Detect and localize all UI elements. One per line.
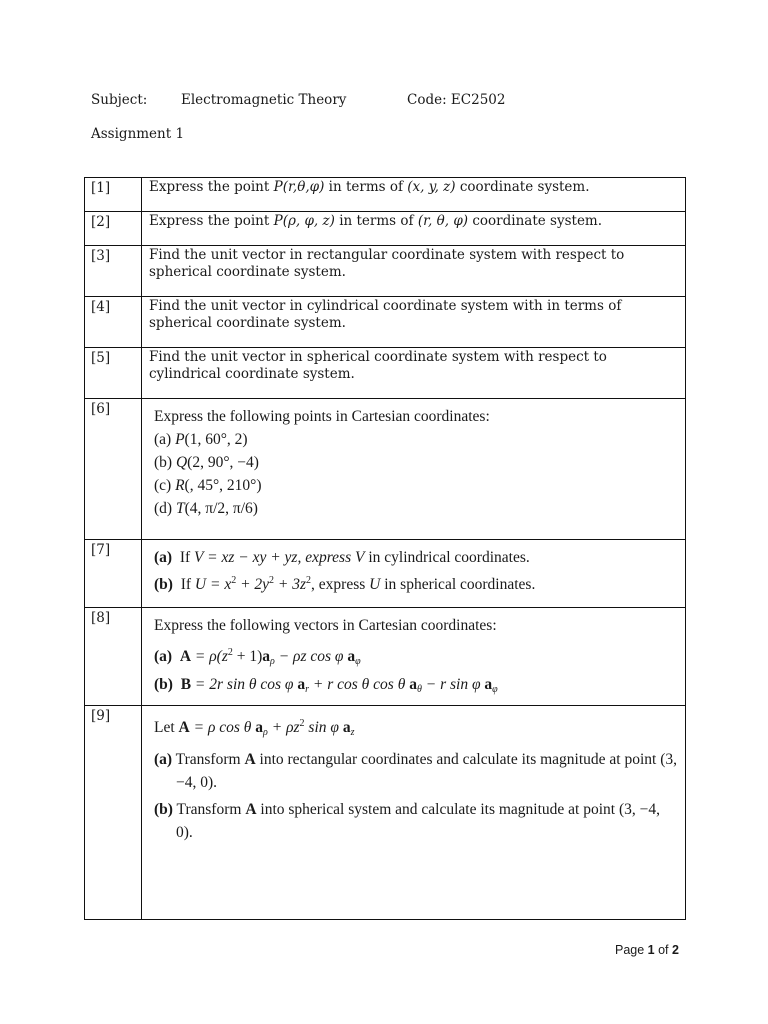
unit-vector-subscript: ρ bbox=[270, 656, 275, 667]
point-name: Q bbox=[175, 454, 188, 471]
vector-name: A bbox=[178, 719, 190, 736]
text-part: Transform bbox=[172, 751, 245, 768]
unit-vector: a bbox=[342, 719, 351, 736]
sub-question-a bbox=[154, 748, 677, 794]
vector-name: A bbox=[179, 648, 192, 665]
math-point: P(r,θ,φ) bbox=[273, 179, 325, 195]
question-text: Find the unit vector in rectangular coordinate system with respect to spherical coordinate system. bbox=[142, 246, 686, 297]
question-row-7 bbox=[85, 540, 686, 608]
of-word: of bbox=[654, 943, 672, 957]
text-part: into rectangular coordinates and calculate its magnitude at point (3, −4, 0). bbox=[176, 751, 678, 791]
exponent: 2 bbox=[227, 647, 233, 658]
item-label: (a) bbox=[154, 431, 176, 448]
unit-vector: a bbox=[409, 676, 417, 693]
item-label: (a) bbox=[154, 648, 173, 665]
point-coords: (1, 60°, 2) bbox=[184, 431, 248, 448]
sub-question-b bbox=[154, 798, 677, 844]
question-number: [5] bbox=[85, 348, 142, 399]
question-intro: Express the following vectors in Cartesian coordinates: bbox=[154, 617, 497, 634]
unit-vector: a bbox=[347, 648, 356, 665]
question-intro bbox=[154, 712, 677, 744]
item-label: (b) bbox=[154, 801, 173, 818]
math-system: (x, y, z) bbox=[407, 179, 456, 195]
exponent: 2 bbox=[306, 575, 312, 586]
question-row-9 bbox=[85, 706, 686, 920]
text-part: into spherical system and calculate its magnitude at point (3, −4, 0). bbox=[176, 801, 660, 841]
question-number: [8] bbox=[85, 608, 142, 706]
question-row-1 bbox=[85, 178, 686, 212]
text-part: Transform bbox=[172, 801, 246, 818]
unit-vector: a bbox=[484, 676, 493, 693]
question-text: Find the unit vector in spherical coordinate system with respect to cylindrical coordinate system. bbox=[142, 348, 686, 399]
subject-label: Subject: bbox=[91, 92, 148, 108]
question-row-4 bbox=[85, 297, 686, 348]
question-text bbox=[142, 608, 686, 706]
item-label: (d) bbox=[154, 500, 176, 517]
math-expr: = 2r sin θ cos φ bbox=[191, 676, 298, 693]
point-name: T bbox=[175, 500, 185, 517]
vector-name: B bbox=[180, 676, 192, 693]
sub-question-a bbox=[154, 641, 677, 673]
unit-vector: a bbox=[255, 719, 264, 736]
exponent: 2 bbox=[299, 718, 305, 729]
math-expr: sin φ bbox=[304, 719, 343, 736]
question-text bbox=[142, 399, 686, 540]
math-expr: = xz − xy + yz, express bbox=[203, 549, 355, 566]
page-word: Page bbox=[615, 943, 648, 957]
item-label: (b) bbox=[154, 676, 173, 693]
sub-question-b bbox=[154, 673, 677, 701]
question-number: [1] bbox=[85, 178, 142, 212]
unit-vector: a bbox=[297, 676, 306, 693]
unit-vector-subscript: φ bbox=[355, 656, 361, 667]
text-part: coordinate system. bbox=[468, 213, 603, 229]
math-var: U bbox=[194, 576, 207, 593]
text-part: in cylindrical coordinates. bbox=[364, 549, 530, 566]
exponent: 2 bbox=[231, 575, 237, 586]
question-number: [7] bbox=[85, 540, 142, 608]
point-item bbox=[154, 451, 677, 474]
unit-vector-subscript: ρ bbox=[263, 727, 268, 738]
vector-name: A bbox=[244, 751, 256, 768]
question-text bbox=[142, 178, 686, 212]
text-part: If bbox=[179, 549, 191, 566]
point-item bbox=[154, 428, 677, 451]
point-name: R bbox=[175, 477, 185, 494]
vector-name: A bbox=[245, 801, 257, 818]
math-system: (r, θ, φ) bbox=[417, 213, 469, 229]
unit-vector-subscript: θ bbox=[416, 684, 422, 695]
point-name: P bbox=[175, 431, 185, 448]
math-expr: + 2y bbox=[236, 576, 270, 593]
text-part: Let bbox=[154, 719, 179, 736]
math-var: U bbox=[369, 576, 381, 593]
unit-vector-subscript: r bbox=[305, 684, 310, 695]
math-expr: + 3z bbox=[274, 576, 307, 593]
question-text: Find the unit vector in cylindrical coordinate system with in terms of spherical coordinate system. bbox=[142, 297, 686, 348]
text-part: in terms of bbox=[334, 213, 418, 229]
sub-question-a bbox=[154, 546, 677, 569]
question-text bbox=[142, 212, 686, 246]
math-expr: − ρz cos φ bbox=[274, 648, 348, 665]
questions-table bbox=[84, 177, 686, 920]
question-number: [2] bbox=[85, 212, 142, 246]
question-row-5 bbox=[85, 348, 686, 399]
item-label: (c) bbox=[154, 477, 176, 494]
unit-vector-subscript: φ bbox=[492, 684, 498, 695]
math-expr: + r cos θ cos θ bbox=[309, 676, 410, 693]
question-row-3 bbox=[85, 246, 686, 297]
page-footer bbox=[615, 943, 679, 957]
text-part: Express the point bbox=[149, 213, 274, 229]
math-expr: − r sin φ bbox=[421, 676, 485, 693]
text-part: , express bbox=[311, 576, 370, 593]
math-expr: = ρ(z bbox=[191, 648, 228, 665]
math-expr: = x bbox=[206, 576, 232, 593]
text-part: in terms of bbox=[324, 179, 408, 195]
math-point: P(ρ, φ, z) bbox=[273, 213, 335, 229]
math-var: V bbox=[194, 549, 204, 566]
assignment-title: Assignment 1 bbox=[91, 126, 185, 142]
question-row-8 bbox=[85, 608, 686, 706]
page-total: 2 bbox=[672, 943, 679, 957]
point-item bbox=[154, 497, 677, 520]
point-coords: (2, 90°, −4) bbox=[187, 454, 259, 471]
question-row-6 bbox=[85, 399, 686, 540]
unit-vector-subscript: z bbox=[350, 727, 355, 738]
math-expr: = ρ cos θ bbox=[189, 719, 256, 736]
item-label: (b) bbox=[154, 576, 173, 593]
unit-vector: a bbox=[262, 648, 271, 665]
question-row-2 bbox=[85, 212, 686, 246]
question-number: [6] bbox=[85, 399, 142, 540]
text-part: in spherical coordinates. bbox=[380, 576, 536, 593]
math-expr: + 1) bbox=[232, 648, 263, 665]
exponent: 2 bbox=[269, 575, 275, 586]
question-intro: Express the following points in Cartesian coordinates: bbox=[154, 408, 490, 425]
item-label: (a) bbox=[154, 751, 173, 768]
point-coords: (4, π/2, π/6) bbox=[184, 500, 258, 517]
item-label: (a) bbox=[154, 549, 173, 566]
subject-value: Electromagnetic Theory bbox=[181, 92, 347, 108]
text-part: coordinate system. bbox=[455, 179, 590, 195]
sub-question-b bbox=[154, 569, 677, 596]
math-var: V bbox=[354, 549, 365, 566]
question-text bbox=[142, 706, 686, 920]
math-expr: + ρz bbox=[267, 719, 300, 736]
text-part: If bbox=[180, 576, 192, 593]
text-part: Express the point bbox=[149, 179, 274, 195]
point-item bbox=[154, 474, 677, 497]
question-text bbox=[142, 540, 686, 608]
question-number: [3] bbox=[85, 246, 142, 297]
course-code: Code: EC2502 bbox=[407, 92, 506, 108]
point-coords: (, 45°, 210°) bbox=[184, 477, 262, 494]
page-number: 1 bbox=[647, 943, 655, 957]
question-number: [4] bbox=[85, 297, 142, 348]
question-number: [9] bbox=[85, 706, 142, 920]
item-label: (b) bbox=[154, 454, 176, 471]
